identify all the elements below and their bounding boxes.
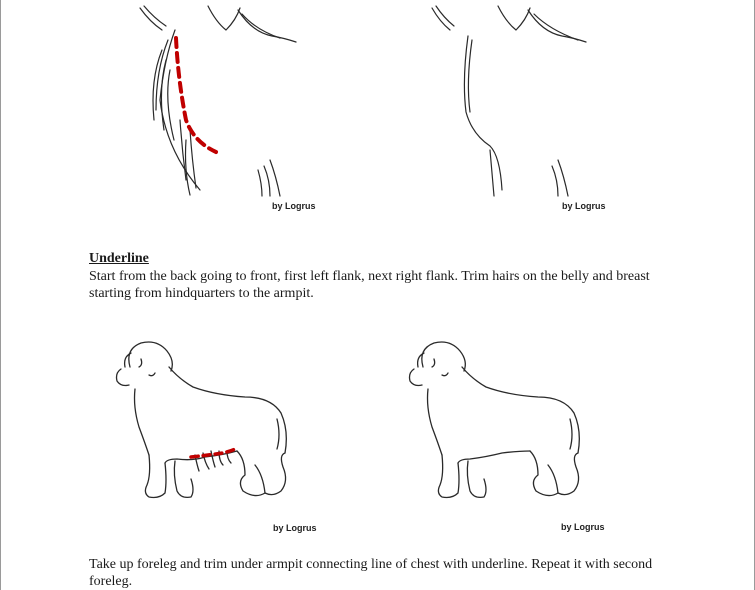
caption-top-left: by Logrus bbox=[272, 201, 316, 211]
dog-sketch-underline-trim bbox=[105, 335, 305, 510]
underline-paragraph: Start from the back going to front, first left flank, next right flank. Trim hairs on the belly and breast starting from hindquarters to the armpit. bbox=[89, 269, 650, 301]
dog-sketch-trimmed bbox=[398, 335, 598, 510]
foreleg-paragraph: Take up foreleg and trim under armpit connecting line of chest with underline. Repeat it with second foreleg. bbox=[89, 557, 653, 589]
underline-heading: Underline bbox=[89, 251, 149, 266]
page-edge-left bbox=[0, 0, 1, 590]
chest-sketch-trimmed bbox=[410, 0, 610, 200]
caption-bottom-left: by Logrus bbox=[273, 523, 317, 533]
chest-sketch-trim bbox=[120, 0, 320, 200]
caption-top-right: by Logrus bbox=[562, 201, 606, 211]
caption-bottom-right: by Logrus bbox=[561, 522, 605, 532]
